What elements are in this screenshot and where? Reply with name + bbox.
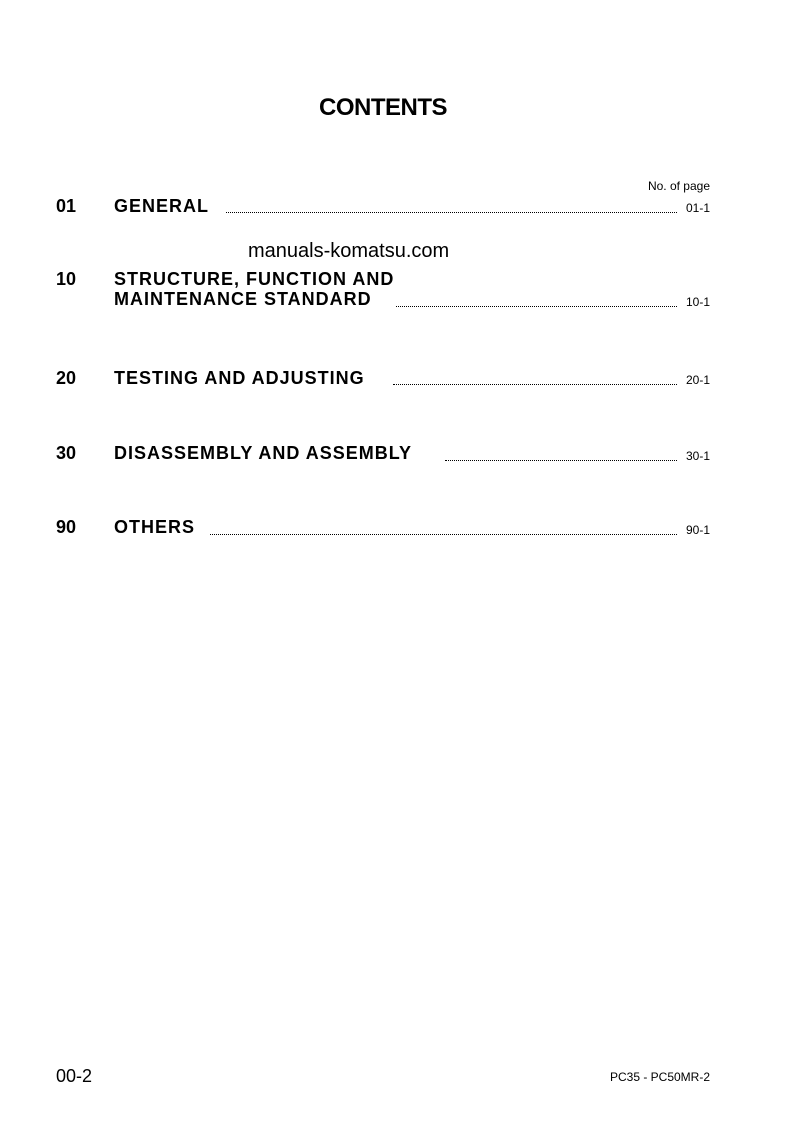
footer-page-number: 00-2 <box>56 1066 93 1086</box>
footer-model: PC35 - PC50MR-2 <box>609 1070 710 1084</box>
section-number: 20 <box>56 368 77 388</box>
section-title[interactable]: GENERAL <box>114 196 210 216</box>
section-title-line-2[interactable]: MAINTENANCE STANDARD <box>114 289 372 309</box>
section-title[interactable]: OTHERS <box>114 517 196 537</box>
section-page: 30-1 <box>685 449 710 463</box>
dot-leader <box>396 306 677 307</box>
watermark-link[interactable]: manuals-komatsu.com <box>248 240 450 262</box>
section-title[interactable]: DISASSEMBLY AND ASSEMBLY <box>114 443 413 463</box>
section-number: 90 <box>56 517 77 537</box>
section-number: 10 <box>56 269 77 289</box>
section-number: 30 <box>56 443 77 463</box>
dot-leader <box>445 460 677 461</box>
section-title[interactable]: TESTING AND ADJUSTING <box>114 368 365 388</box>
section-page: 90-1 <box>685 523 710 537</box>
section-title-line-1[interactable]: STRUCTURE, FUNCTION AND <box>114 269 395 289</box>
page-title: CONTENTS <box>319 94 447 121</box>
section-page: 01-1 <box>685 201 710 215</box>
dot-leader <box>210 534 677 535</box>
no-of-page-label: No. of page <box>647 179 710 193</box>
section-number: 01 <box>56 196 77 216</box>
dot-leader <box>393 384 677 385</box>
section-page: 10-1 <box>685 295 710 309</box>
dot-leader <box>226 212 677 213</box>
section-page: 20-1 <box>685 373 710 387</box>
